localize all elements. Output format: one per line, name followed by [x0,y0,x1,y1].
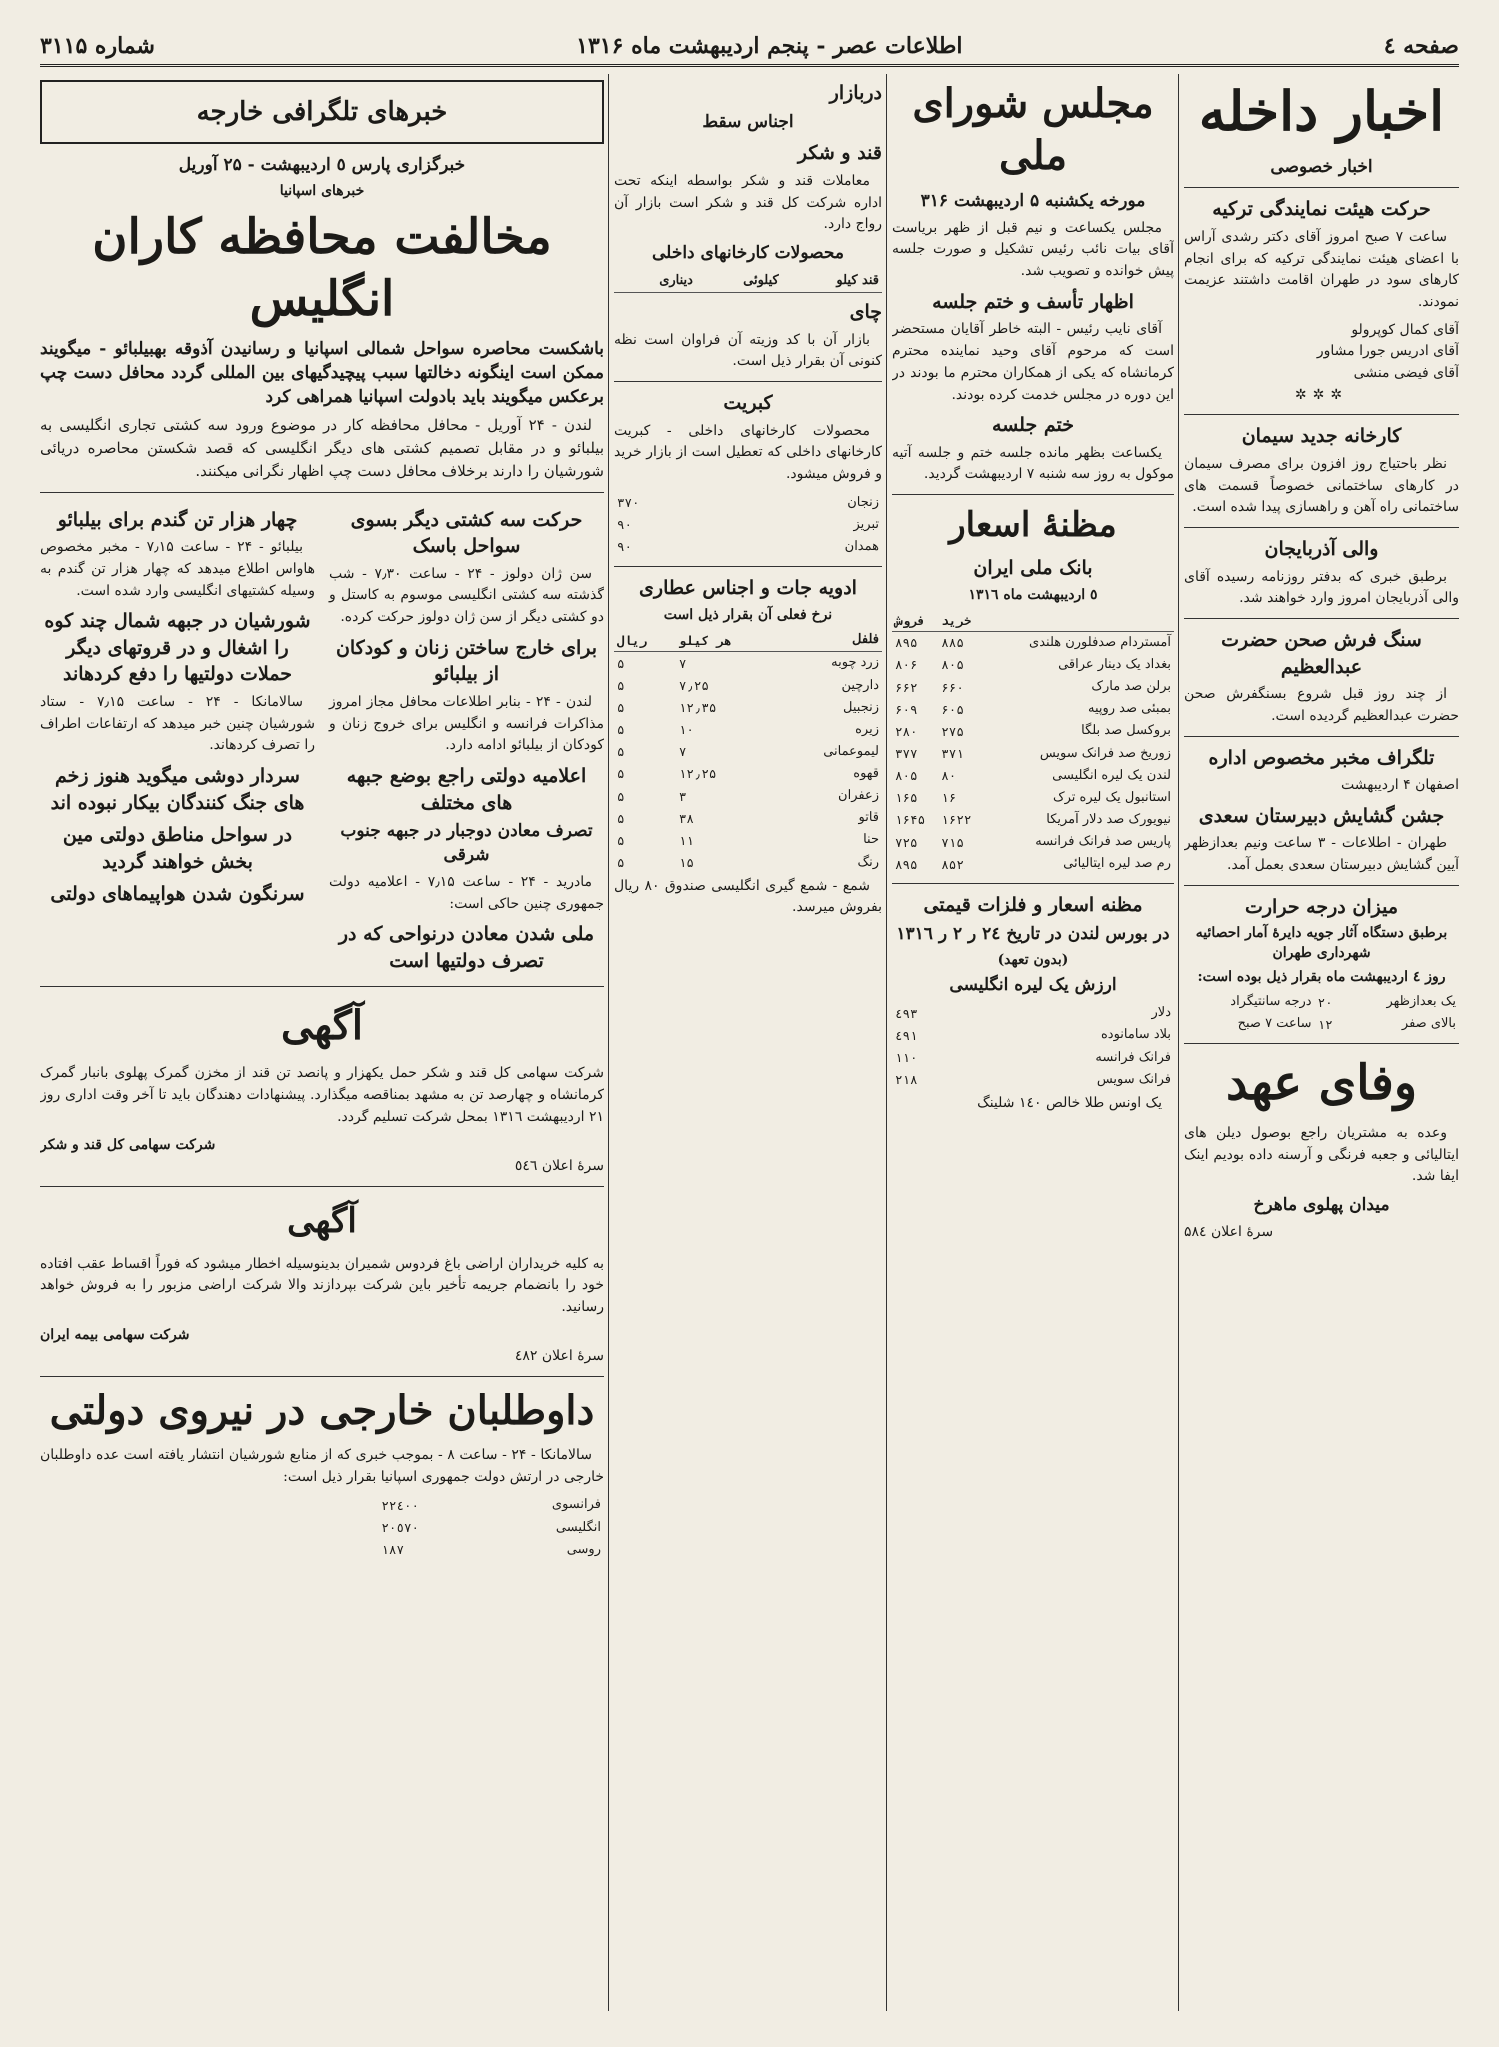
divider [892,883,1174,884]
article-body: شمع - شمع گیری انگلیسی صندوق ۸۰ ریال بفروش میرسد. [614,877,882,916]
article-headline: کارخانه جدید سیمان [1241,425,1402,448]
table-header: کیلوئی [696,270,782,293]
article-subhead: در بورس لندن در تاریخ ۲٤ ر ۲ ر ۱۳۱٦ [896,924,1170,945]
table-cell: ۱۲٫۳۵ [678,700,717,716]
table-cell: تبریز [853,516,879,532]
table-cell: ۶۶۰ [941,679,964,695]
table-cell: زنجبیل [843,699,879,715]
table-cell: ۲۸۰ [895,723,918,739]
table-cell: ۸۰۵ [895,768,918,784]
temperature-table [1184,991,1459,1035]
article-headline: چای [849,300,882,323]
table-cell: بلاد سامانوده [1100,1027,1171,1043]
article-body: سالامانکا - ۲۴ - ساعت ۸ - بموجب خبری که از منابع شورشیان انتشار یافته است عده داوطلبان خارجی در ارتش دولت جمهوری اسپانیا بقرار ذیل است: [40,1447,604,1485]
table-cell: ۷ [678,744,687,760]
table-row [892,743,1174,765]
name-item: آقای فیضی منشی [1353,365,1459,382]
table-cell: روسی [566,1541,601,1557]
table-cell: فرانک سویس [1096,1071,1171,1087]
section-subtitle: خبرهای اسپانیا [279,183,365,200]
table-row [892,787,1174,809]
table-cell: یک بعدازظهر [1386,994,1456,1010]
table-cell: ۶۶۲ [895,679,918,695]
column-foreign [40,74,604,2011]
article-headline: اعلامیه دولتی راجع بوضع جبهه های مختلف [346,765,587,814]
table-row [614,785,882,807]
main-headline: مخالفت محافظه کاران انگلیس [92,208,552,328]
article-subhead: برطبق دستگاه آثار جویه دایرهٔ آمار احصائیه شهرداری طهران [1195,925,1448,962]
volunteer-table [378,1494,604,1560]
article-body: آقای نایب رئیس - البته خاطر آقایان مستحضر است که مرحوم آقای وحید نماینده محترم کرمانشاه که یکی از همکاران محترم ما بودند در این دوره در مجلس خدمت کرده بودند. [892,321,1174,403]
ad-headline: آگهی [287,1200,357,1241]
article-subhead: روز ٤ اردیبهشت ماه بقرار ذیل بوده است: [1197,968,1446,985]
table-cell: بروکسل صد بلگا [1081,723,1171,739]
table-row [614,807,882,829]
article-body: لندن - ۲۴ آوریل - محافل محافظه کار در موضوع ورود سه کشتی تجاری انگلیسی به بیلبائو و در مقابل تصمیم کشتی های دیگر انگلیسی که قصد شکستن محاصره دریائی شورشیان را دارند برخلاف محافل دست چپ اظهار نگرانی میکنند. [40,415,604,481]
table-row [378,1539,604,1561]
table-cell: زوریخ صد فرانک سویس [1039,745,1171,761]
ad-reference: سرهٔ اعلان ۵۸٤ [1184,1223,1274,1240]
article-headline: قند و شکر [797,142,882,165]
table-cell: ۸۰۵ [941,657,964,673]
article-headline: والی آذربایجان [1264,538,1379,561]
article-headline: شورشیان در جبهه شمال چند کوه را اشغال و در قروتهای دیگر حملات دولتیها را دفع کردهاند [44,610,311,686]
session-date: مورخه یکشنبه ۵ اردیبهشت ۳۱۶ [920,191,1146,211]
table-cell: لیموعمانی [823,743,879,759]
name-list [1184,320,1459,385]
divider [1184,187,1459,188]
exchange-rate-table [892,610,1174,876]
article-body: مجلس یکساعت و نیم قبل از ظهر بریاست آقای بیات نائب رئیس تشکیل و صورت جلسه پیش خوانده و تصویب شد. [892,219,1174,280]
article-body: محصولات کارخانهای داخلی - کبریت کارخانهای داخلی که تعطیل است از بازار خرید و فروش میشود. [614,422,882,482]
goods-table [614,270,882,293]
table-row [892,1069,1174,1091]
table-cell: ۸۰۶ [895,657,918,673]
table-cell: ۵ [617,677,625,693]
column-rule [1178,74,1179,2011]
table-cell: ۸۰ [941,768,957,784]
table-cell: ۵ [617,810,625,826]
table-cell: ۸۸۵ [941,635,964,651]
column-rule [886,74,887,2011]
table-header: قند کیلو [782,270,882,293]
article-body: سن ژان دولوز - ۲۴ - ساعت ۷٫۳۰ - شب گذشته سه کشتی انگلیسی موسوم به کاستل و دو کشتی دیگر از سن ژان دولوز حرکت کرده. [329,565,604,626]
ad-signature: شرکت سهامی کل قند و شکر [40,1136,216,1153]
name-item: آقای کمال کوپرولو [1351,321,1459,338]
table-cell: ۵ [617,832,625,848]
table-cell: بالای صفر [1401,1016,1456,1032]
table-cell: ۲۷۵ [941,723,964,739]
table-header: فروش [892,610,938,632]
article-body: نظر باحتیاج روز افزون برای مصرف سیمان در کارهای ساختمانی خصوصاً قسمت های ساختمانی راه آهن و راهسازی پیدا شده است. [1184,455,1459,516]
table-cell: ۳۷۰ [617,494,640,510]
article-headline: ختم جلسه [992,414,1074,437]
article-subhead: تصرف معادن دوجبار در جبهه جنوب شرقی [340,821,593,866]
section-subtitle: اجناس سقط [702,111,794,132]
bank-date: ٥ اردیبهشت ماه ۱۳۱٦ [968,586,1098,603]
ad-reference: سرهٔ اعلان ٤۸۲ [514,1348,604,1365]
article-subhead: ارزش یک لیره انگلیسی [949,975,1117,996]
divider [40,1376,604,1377]
table-cell: قاتو [858,810,879,826]
table-cell: ۷۱۵ [941,834,964,850]
divider [614,381,882,382]
table-row [614,852,882,874]
issue-number: شماره ۳۱۱۵ [40,33,155,59]
table-cell: ۳۷۷ [895,746,918,761]
bank-name: بانک ملی ایران [973,557,1093,580]
table-cell: ۹۰ [617,539,633,555]
article-subhead: (بدون تعهد) [997,951,1069,968]
table-cell: فرانسوی [551,1497,601,1513]
table-row [614,719,882,741]
name-item: آقای ادریس جورا مشاور [1316,343,1459,360]
article-headline: حرکت سه کشتی دیگر بسوی سواحل باسک [350,508,583,558]
article-headline: ادویه جات و اجناس عطاری [639,577,857,600]
column-parliament [892,74,1174,2011]
column-domestic [1184,74,1459,2011]
divider [1184,618,1459,619]
table-cell: ۱۲٫۲۵ [678,766,717,782]
table-cell: حنا [863,832,879,848]
article-headline: تلگراف مخبر مخصوص اداره [1208,746,1435,769]
table-row [614,492,882,514]
article-body: ساعت ۷ صبح امروز آقای دکتر رشدی آراس با اعضای هیئت نمایندگی ترکیه که برای انجام کارهای سود در طهران اقامت داشتند عزیمت نمودند. [1184,228,1459,310]
article-body: بازار آن با کد وزیته آن فراوان است نظه کنونی آن بقرار ذیل است. [614,331,882,370]
article-headline: میزان درجه حرارت [1245,895,1398,918]
table-row [892,698,1174,720]
table-row [892,1024,1174,1046]
table-cell: دلار [1151,1005,1171,1021]
section-title: دربازار [829,82,882,104]
article-body: سالامانکا - ۲۴ - ساعت ۷٫۱۵ - ستاد شورشیان چنین خبر میدهد که ارتفاعات اطراف را تصرف کردهاند. [40,694,315,754]
divider [1184,885,1459,886]
article-headline: چهار هزار تن گندم برای بیلبائو [57,508,298,531]
section-subtitle: اخبار خصوصی [1270,156,1373,177]
table-cell: ۱۱۰ [895,1049,918,1065]
table-header: فلفل [776,629,882,652]
table-cell: لندن یک لیره انگلیسی [1052,767,1171,783]
divider [1184,414,1459,415]
table-cell: فرانک فرانسه [1095,1049,1171,1065]
column-bazaar [614,74,882,2011]
two-column-block [40,501,604,979]
table-cell: ۶۰۵ [941,701,964,717]
table-cell: ۵ [617,788,625,804]
table-cell: ۸۵۲ [941,856,964,872]
table-row [614,675,882,697]
table-cell: ۶۰۹ [895,701,918,717]
article-body: مادرید - ۲۴ - ساعت ۷٫۱۵ - اعلامیه دولت جمهوری چنین حاکی است: [329,873,604,912]
table-cell: ساعت ۷ صبح [1237,1016,1312,1032]
article-body: یک اونس طلا خالص ۱٤۰ شلینگ [977,1094,1162,1111]
divider [40,1186,604,1187]
table-cell: زرد چوبه [831,655,879,671]
dateline: اطلاعات عصر - پنجم اردیبهشت ماه ۱۳۱۶ [576,33,963,59]
article-headline: در سواحل مناطق دولتی مین بخش خواهند گردید [62,824,293,873]
section-title: مظنهٔ اسعار [949,505,1117,546]
table-cell: ۱۲ [1317,1016,1333,1032]
telegraph-dateline: اصفهان ۴ اردیبهشت [1341,777,1459,794]
article-headline: جشن گشایش دبیرستان سعدی [1198,804,1445,827]
table-cell: بغداد یک دینار عراقی [1058,657,1171,673]
table-cell: ۸۹۵ [895,635,918,651]
table-cell: انگلیسی [555,1519,601,1535]
ad-body: به کلیه خریداران اراضی باغ فردوس شمیران بدینوسیله اخطار میشود که فوراً اقساط عقب افتاده خود را بانضمام جریمه تأخیر باین شرکت بپردازند والا شرکت اراضی مزبور را به فروش خواهد رسانید. [40,1255,604,1315]
table-header-row [892,610,1174,632]
section-title: اخبار داخله [1198,79,1445,143]
table-row [1184,991,1459,1013]
article-body: لندن - ۲۴ - بنابر اطلاعات محافل مجاز امروز مذاکرات فرانسه و انگلیس برای خروج زنان و کودکان از بیلبائو ادامه دارد. [329,694,604,754]
ad-headline: آگهی [281,1002,363,1050]
table-cell: ۵ [617,655,625,671]
article-body: برطبق خبری که بدفتر روزنامه رسیده آقای والی آذربایجان امروز وارد خواهند شد. [1184,568,1459,607]
table-cell: ۵ [617,855,625,870]
table-cell: ۳۷۱ [941,746,964,761]
pound-value-table [892,1002,1174,1091]
table-cell: ۱۵ [678,855,694,870]
table-cell: ۱۸۷ [381,1542,404,1558]
article-subhead: محصولات کارخانهای داخلی [652,243,844,264]
article-subhead: نرخ فعلی آن بقرار ذیل است [663,606,833,623]
main-subheadline: باشکست محاصره سواحل شمالی اسپانیا و رسانیدن آذوقه بهبیلبائو - میگویند ممکن است اینگونه دخالتها سبب پیچیدگیهای بین المللی گردد محافل دست چپ برعکس میگویند باید بادولت اسپانیا همراهی کرد [40,339,604,408]
table-cell: درجه سانتیگراد [1230,994,1312,1010]
table-cell: ۷٫۲۵ [678,677,709,693]
table-cell: ۵ [617,700,625,716]
divider [1184,736,1459,737]
stars-divider: ✲✲✲ [1294,386,1349,403]
table-cell: بمبئی صد روپیه [1087,701,1171,717]
article-headline: برای خارج ساختن زنان و کودکان از بیلبائو [335,636,598,686]
article-headline: سردار دوشی میگوید هنوز زخم های جنگ کنندگان بیکار نبوده اند [50,765,305,814]
table-cell: ۳ [678,788,687,804]
table-cell: آمستردام صدفلورن هلندی [1029,634,1171,650]
article-body: یکساعت بظهر مانده جلسه ختم و جلسه آتیه موکول به روز سه شنبه ۷ اردیبهشت گردید. [892,444,1174,483]
table-header: خرید [938,610,984,632]
article-body: طهران - اطلاعات - ۳ ساعت ونیم بعدازظهر آیین گشایش دبیرستان سعدی بعمل آمد. [1184,835,1459,874]
table-row [892,1047,1174,1069]
table-cell: ۱۰ [678,722,694,738]
table-cell: برلن صد مارک [1091,679,1171,695]
ad-headline: وفای عهد [1226,1055,1417,1112]
table-header: هر کیلو [676,629,776,652]
table-row [378,1494,604,1516]
table-cell: ۵ [617,744,625,760]
spice-price-table [614,629,882,874]
masthead [40,28,1459,67]
table-row [614,741,882,763]
table-row [614,514,882,536]
article-headline: مظنه اسعار و فلزات قیمتی [923,894,1143,917]
article-headline: حرکت هیئت نمایندگی ترکیه [1212,198,1431,221]
table-cell: ٤۹۱ [895,1027,918,1043]
table-row [892,853,1174,875]
table-header: ریال [614,629,676,652]
divider [614,566,882,567]
sub-column [40,501,315,979]
table-cell: ۵ [617,722,625,738]
table-cell: ۲۰٥۷۰ [381,1519,420,1535]
divider [1184,527,1459,528]
news-dateline: خبرگزاری پارس ٥ اردیبهشت - ۲۵ آوریل [178,155,466,176]
article-headline: داوطلبان خارجی در نیروی دولتی [49,1387,595,1435]
table-row [892,809,1174,831]
article-headline: سنگ فرش صحن حضرت عبدالعظیم [1221,629,1422,678]
article-body: معاملات قند و شکر بواسطه اینکه تحت اداره شرکت کل قند و شکر است بازار آن رواج دارد. [614,172,882,233]
table-header-row [614,270,882,293]
ad-reference: سرهٔ اعلان ٥٤٦ [514,1158,604,1175]
table-cell: ۱۶۲۲ [941,812,972,828]
table-row [892,831,1174,853]
table-row [892,676,1174,698]
table-cell: ۹۰ [617,517,633,533]
table-cell: پاریس صد فرانک فرانسه [1035,834,1171,850]
section-banner: خبرهای تلگرافی خارجه [40,80,604,144]
match-price-table [614,492,882,558]
divider [40,986,604,987]
table-cell: قهوه [853,766,879,782]
table-cell: ۵ [617,766,625,782]
table-row [614,763,882,785]
table-row [892,720,1174,742]
table-cell: ۸۹۵ [895,856,918,872]
divider [892,494,1174,495]
page-number: صفحه ٤ [1383,33,1459,59]
table-row [892,1002,1174,1024]
table-row [892,631,1174,654]
article-headline: ملی شدن معادن درنواحی که در تصرف دولتیها است [338,923,595,972]
table-cell: ۷ [678,655,687,671]
table-cell: استانبول یک لیره ترک [1052,789,1171,805]
table-row [614,652,882,675]
ad-signature: شرکت سهامی بیمه ایران [40,1326,190,1343]
divider [1184,1043,1459,1044]
table-cell: زعفران [838,788,879,804]
article-headline: کبریت [723,391,773,414]
article-headline: اظهار تأسف و ختم جلسه [932,290,1134,313]
table-row [614,697,882,719]
table-cell: ۷۲۵ [895,834,918,850]
table-cell: ۱۱ [678,832,694,848]
table-cell: نیویورک صد دلار آمریکا [1046,812,1171,828]
column-rule [608,74,609,2011]
table-row [892,654,1174,676]
table-cell: ۲۲٤۰۰ [381,1497,420,1513]
table-cell: ۱۶۴۵ [895,812,926,828]
section-title: مجلس شورای ملی [912,80,1154,179]
table-cell: ۲۱۸ [895,1072,918,1088]
table-cell: ۱۶۵ [895,790,918,806]
ad-body: وعده به مشتریان راجع بوصول دیلن های ایتالیائی و جعبه فرنگی و آرسنه داده بودیم اینک ایفا شد. [1184,1124,1459,1185]
table-cell: زیره [855,721,879,737]
sub-column [329,501,604,979]
table-row [892,765,1174,787]
table-row [614,536,882,558]
table-cell: همدان [844,538,879,554]
table-cell: ۳۸ [678,810,694,826]
table-row [1184,1013,1459,1035]
article-headline: سرنگون شدن هواپیماهای دولتی [50,883,305,906]
table-cell: رم صد لیره ایتالیائی [1063,856,1171,872]
table-header-row [614,629,882,652]
table-cell: زنجان [847,494,879,510]
article-body: بیلبائو - ۲۴ - ساعت ۷٫۱۵ - مخبر مخصوص هاواس اطلاع میدهد که چهار هزار تن گندم به وسیله کشتیهای انگلیسی وارد شده است. [40,539,315,599]
table-header: دیناری [614,270,696,293]
ad-body: شرکت سهامی کل قند و شکر حمل یکهزار و پانصد تن قند از مخزن گمرک پهلوی بانبار گمرک کرمانشاه و چهارصد تن به مشهد بمناقصه میگذارد. پیشنهادات دهندگان باید تا آخر وقت اداری روز ۲۱ اردیبهشت ۱۳۱٦ بمحل شرکت تسلیم گردد. [40,1065,604,1125]
table-row [614,829,882,851]
table-cell: رنگ [857,854,879,870]
table-cell: ۲۰ [1317,994,1333,1010]
table-cell: ۱۶ [941,790,957,806]
table-cell: ٤۹۳ [895,1005,918,1021]
article-body: از چند روز قبل شروع بسنگفرش صحن حضرت عبدالعظیم گردیده است. [1184,686,1459,724]
ad-signature: میدان پهلوی ماهرخ [1253,1194,1390,1215]
table-row [378,1517,604,1539]
table-header [985,610,1175,632]
divider [40,492,604,493]
table-cell: دارچین [841,677,879,693]
